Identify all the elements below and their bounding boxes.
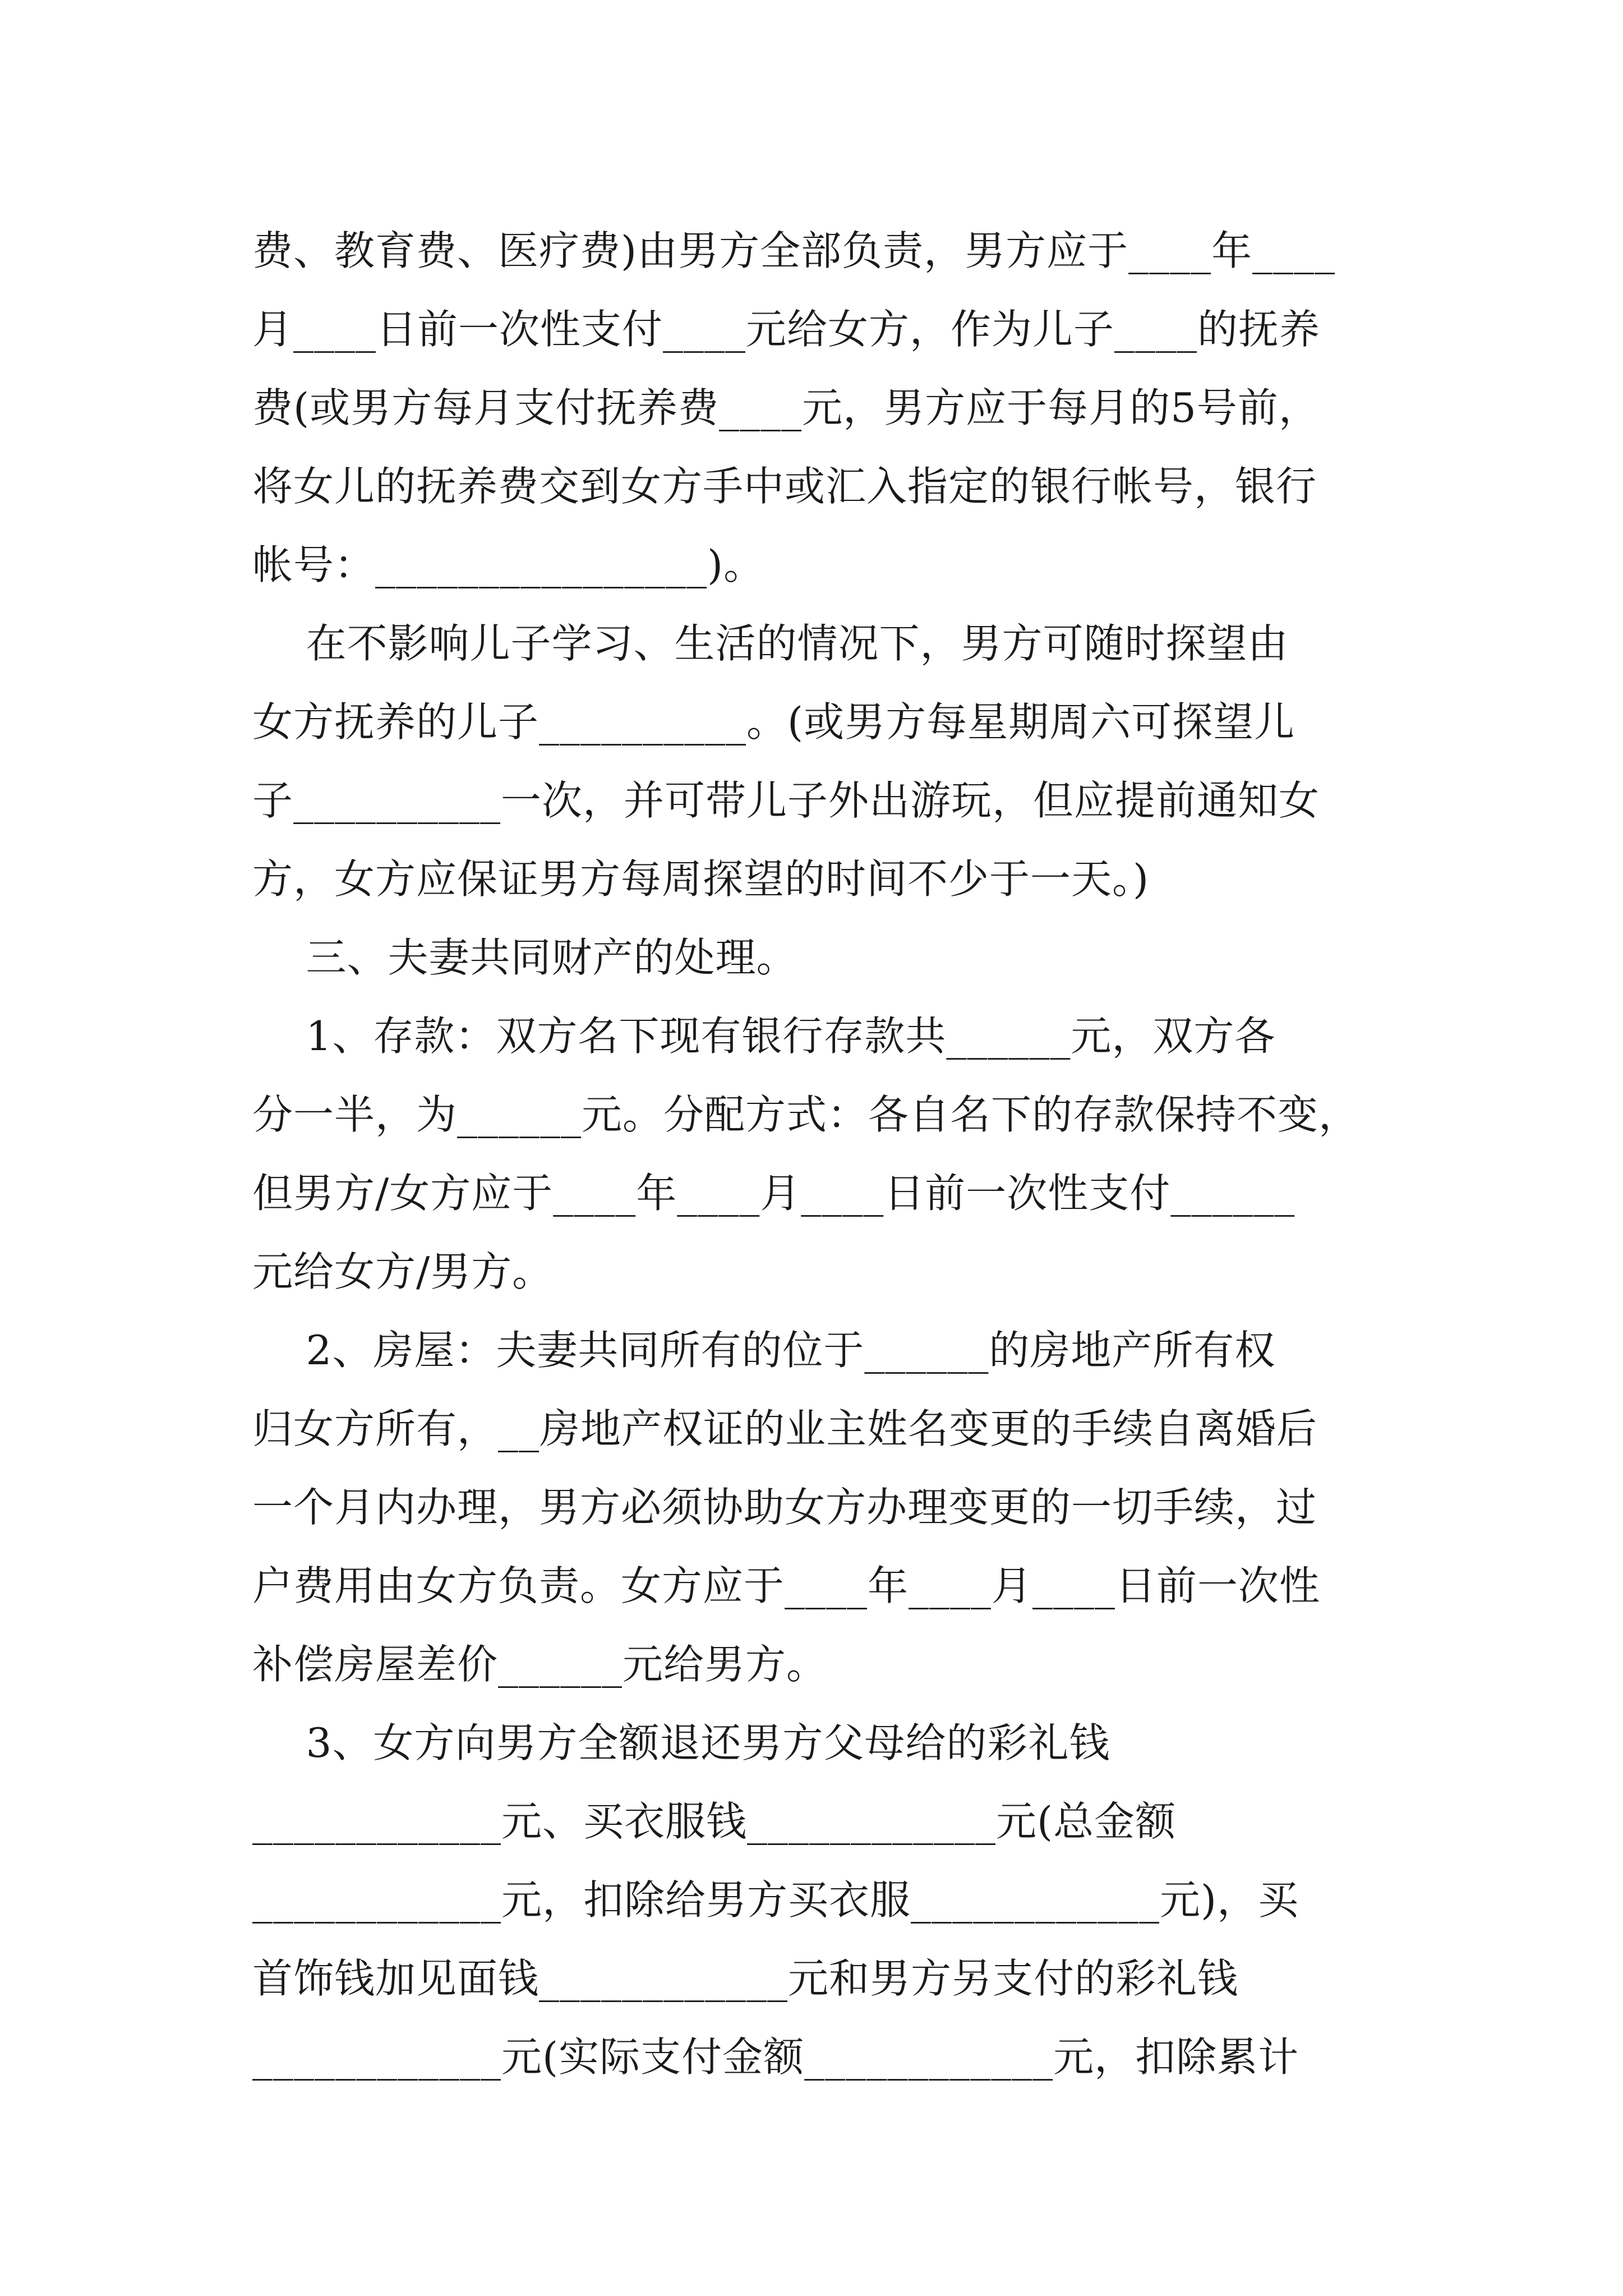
text-line: 方，女方应保证男方每周探望的时间不少于一天。) bbox=[252, 855, 1150, 903]
text-line: 子__________一次，并可带儿子外出游玩，但应提前通知女 bbox=[252, 777, 1320, 824]
text-line: 元给女方/男方。 bbox=[252, 1248, 554, 1295]
text-line: ____________元、买衣服钱____________元(总金额 bbox=[252, 1798, 1177, 1845]
text-line: 首饰钱加见面钱____________元和男方另支付的彩礼钱 bbox=[252, 1955, 1239, 2002]
text-line: 户费用由女方负责。女方应于____年____月____日前一次性 bbox=[252, 1562, 1321, 1609]
text-line: 但男方/女方应于____年____月____日前一次性支付______ bbox=[252, 1170, 1295, 1217]
text-line: 在不影响儿子学习、生活的情况下，男方可随时探望由 bbox=[252, 620, 1289, 667]
text-line: 分一半，为______元。分配方式：各自名下的存款保持不变， bbox=[252, 1091, 1360, 1138]
text-line: ____________元，扣除给男方买衣服____________元)，买 bbox=[252, 1876, 1299, 1924]
text-line: 一个月内办理，男方必须协助女方办理变更的一切手续，过 bbox=[252, 1484, 1317, 1531]
text-line: 3、女方向男方全额退还男方父母给的彩礼钱 bbox=[252, 1719, 1110, 1766]
text-line: 1、存款：双方名下现有银行存款共______元，双方各 bbox=[252, 1013, 1276, 1060]
text-line: 费(或男方每月支付抚养费____元，男方应于每月的5号前， bbox=[252, 384, 1320, 431]
text-line: 补偿房屋差价______元给男方。 bbox=[252, 1641, 828, 1688]
text-line: 费、教育费、医疗费)由男方全部负责，男方应于____年____ bbox=[252, 227, 1336, 274]
text-line: 月____日前一次性支付____元给女方，作为儿子____的抚养 bbox=[252, 306, 1321, 353]
section-heading: 三、夫妻共同财产的处理。 bbox=[252, 934, 797, 981]
text-line: 将女儿的抚养费交到女方手中或汇入指定的银行帐号，银行 bbox=[252, 463, 1317, 510]
text-line: 女方抚养的儿子__________。(或男方每星期周六可探望儿 bbox=[252, 698, 1295, 746]
text-line: 归女方所有，__房地产权证的业主姓名变更的手续自离婚后 bbox=[252, 1405, 1318, 1452]
text-line: 帐号：________________)。 bbox=[252, 541, 765, 588]
text-line: 2、房屋：夫妻共同所有的位于______的房地产所有权 bbox=[252, 1327, 1276, 1374]
text-line: ____________元(实际支付金额____________元，扣除累计 bbox=[252, 2033, 1299, 2081]
